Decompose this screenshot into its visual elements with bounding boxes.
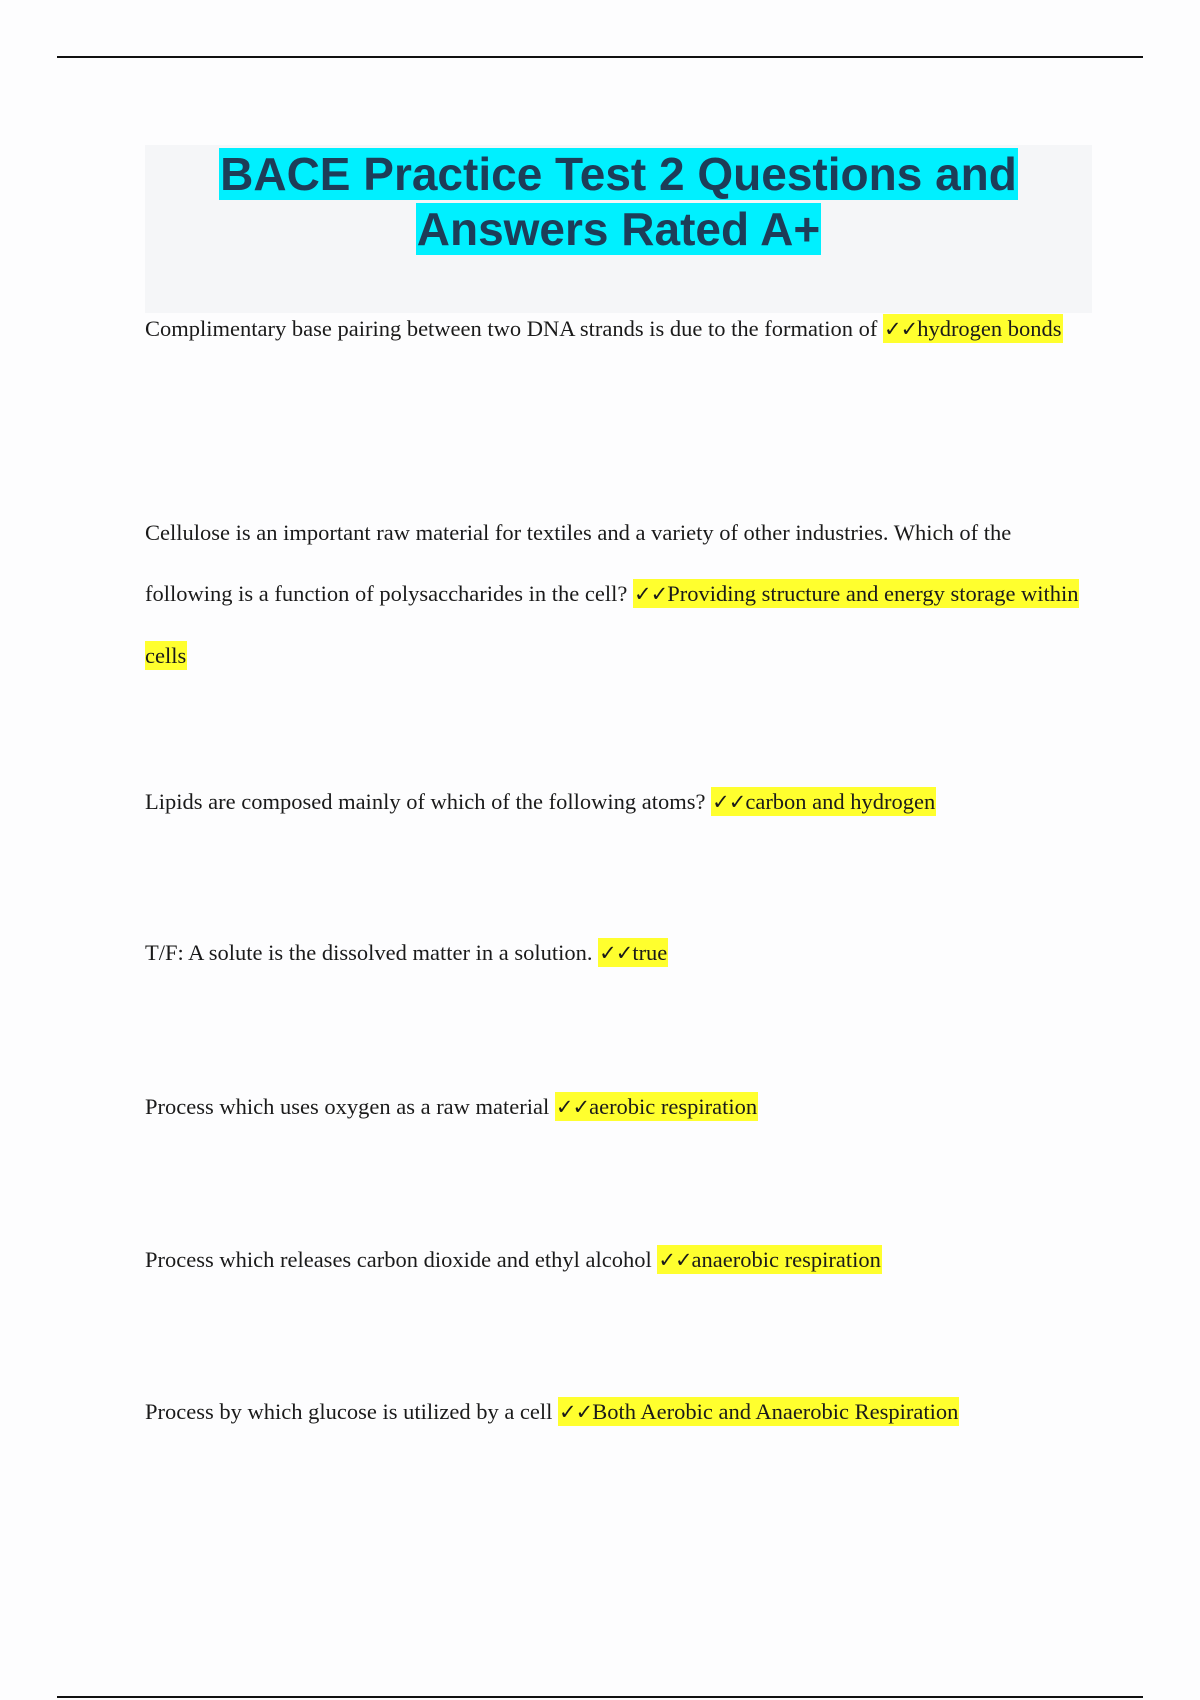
qa-item-1 [145,298,1095,360]
question-text: Process by which glucose is utilized by a cell [145,1399,553,1424]
answer-text: aerobic respiration [589,1094,758,1119]
question-text: Cellulose is an important raw material for textiles and a variety of other industries. Which of the following is a function of polysaccharides in the cell? [145,520,1012,606]
double-check-icon: ✓✓ [658,1248,692,1272]
qa-item-3 [145,771,1095,833]
title-line-2: Answers Rated A+ [416,203,821,255]
header-rule [57,56,1143,58]
answer-text: Providing structure and energy storage within cells [145,581,1079,668]
qa-item-7 [145,1381,1095,1443]
answer-text: true [632,940,668,965]
question-text: Complimentary base pairing between two DNA strands is due to the formation of [145,316,878,341]
footer-rule [57,1696,1143,1698]
double-check-icon: ✓✓ [555,1095,590,1119]
double-check-icon: ✓✓ [599,941,633,965]
answer-highlight [555,1092,758,1121]
question-text: Lipids are composed mainly of which of the following atoms? [145,789,706,814]
answer-highlight [558,1397,959,1426]
qa-item-2 [145,502,1095,686]
double-check-icon: ✓✓ [712,790,746,814]
answer-highlight [711,787,936,816]
title-line-1: BACE Practice Test 2 Questions and [220,148,1017,200]
question-text: Process which uses oxygen as a raw material [145,1094,550,1119]
title-block [145,145,1092,313]
answer-highlight [657,1245,882,1274]
qa-item-6 [145,1229,1095,1291]
answer-text: hydrogen bonds [917,316,1062,341]
answer-highlight [598,938,668,967]
qa-item-4 [145,922,1095,984]
double-check-icon: ✓✓ [559,1400,593,1424]
double-check-icon: ✓✓ [633,582,668,606]
question-text: T/F: A solute is the dissolved matter in a solution. [145,940,593,965]
answer-text: anaerobic respiration [691,1247,881,1272]
double-check-icon: ✓✓ [883,317,918,341]
answer-text: carbon and hydrogen [745,789,936,814]
document-title [145,147,1092,257]
question-text: Process which releases carbon dioxide and ethyl alcohol [145,1247,652,1272]
answer-text: Both Aerobic and Anaerobic Respiration [592,1399,959,1424]
qa-item-5 [145,1076,1095,1138]
answer-highlight [883,314,1063,343]
